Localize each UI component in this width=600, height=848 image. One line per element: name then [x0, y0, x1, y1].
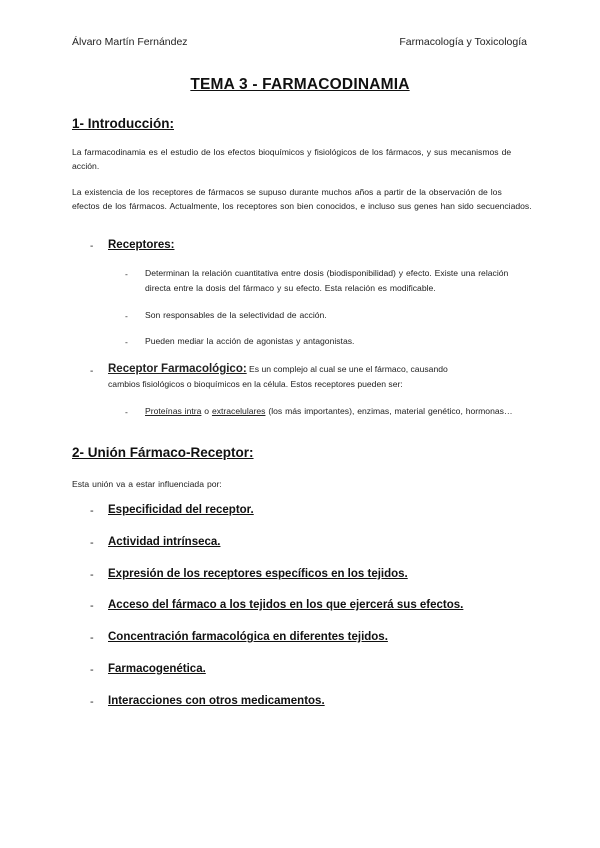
intro-paragraph-1: La farmacodinamia es el estudio de los efectos bioquímicos y fisiológicos de los fármacos, y sus mecanismos de acción.	[72, 147, 512, 172]
list-dash: -	[125, 337, 128, 347]
list-dash: -	[90, 696, 94, 708]
factor-item-7: Interacciones con otros medicamentos.	[108, 695, 325, 707]
factor-item-4: Acceso del fármaco a los tejidos en los que ejercerá sus efectos.	[108, 599, 464, 611]
receptores-item-1: Determinan la relación cuantitativa entre dosis (biodisponibilidad) y efecto. Existe una relación directa entre la dosis del fármaco y su efecto. Esta relación es modificable.	[145, 268, 509, 293]
list-dash: -	[125, 269, 128, 279]
receptores-heading: Receptores:	[108, 239, 175, 251]
proteinas-intra-text: Proteínas intra	[145, 406, 202, 416]
intro-paragraph-2: La existencia de los receptores de fármacos se supuso durante muchos años a partir de la observación de los efectos de los fármacos. Actualmente, los receptores son bien conocidos, e incluso sus genes han sido secuenciados.	[72, 187, 532, 212]
list-dash: -	[125, 407, 128, 417]
list-dash: -	[90, 505, 94, 517]
factor-item-1: Especificidad del receptor.	[108, 504, 254, 516]
receptor-farmacologico-text-1: Es un complejo al cual se une el fármaco, causando	[246, 364, 448, 374]
receptor-types-rest: (los más importantes), enzimas, material genético, hormonas…	[265, 406, 513, 416]
factor-item-5: Concentración farmacológica en diferentes tejidos.	[108, 631, 388, 643]
list-dash: -	[90, 600, 94, 612]
receptores-item-2: Son responsables de la selectividad de acción.	[145, 310, 327, 320]
header-author: Álvaro Martín Fernández	[72, 36, 188, 48]
list-dash: -	[90, 366, 94, 377]
section-2-intro: Esta unión va a estar influenciada por:	[72, 479, 222, 489]
receptor-farmacologico-line-1	[108, 362, 538, 377]
factor-item-2: Actividad intrínseca.	[108, 536, 221, 548]
connector-text: o	[201, 406, 212, 416]
document-title: TEMA 3 - FARMACODINAMIA	[190, 76, 410, 93]
list-dash: -	[90, 241, 94, 252]
receptor-farmacologico-label: Receptor Farmacológico:	[108, 363, 247, 375]
list-dash: -	[90, 537, 94, 549]
list-dash: -	[125, 311, 128, 321]
receptores-item-3: Pueden mediar la acción de agonistas y antagonistas.	[145, 336, 355, 346]
list-dash: -	[90, 664, 94, 676]
section-1-heading: 1- Introducción:	[72, 116, 174, 131]
list-dash: -	[90, 632, 94, 644]
extracelulares-text: extracelulares	[211, 406, 266, 416]
list-dash: -	[90, 569, 94, 581]
receptor-types-item	[145, 404, 530, 419]
section-2-heading: 2- Unión Fármaco-Receptor:	[72, 445, 254, 460]
receptor-farmacologico-line-2: cambios fisiológicos o bioquímicos en la célula. Estos receptores pueden ser:	[108, 379, 403, 389]
page-header	[72, 36, 527, 48]
factor-item-3: Expresión de los receptores específicos en los tejidos.	[108, 568, 408, 580]
header-subject: Farmacología y Toxicología	[399, 36, 527, 48]
factor-item-6: Farmacogenética.	[108, 663, 206, 675]
